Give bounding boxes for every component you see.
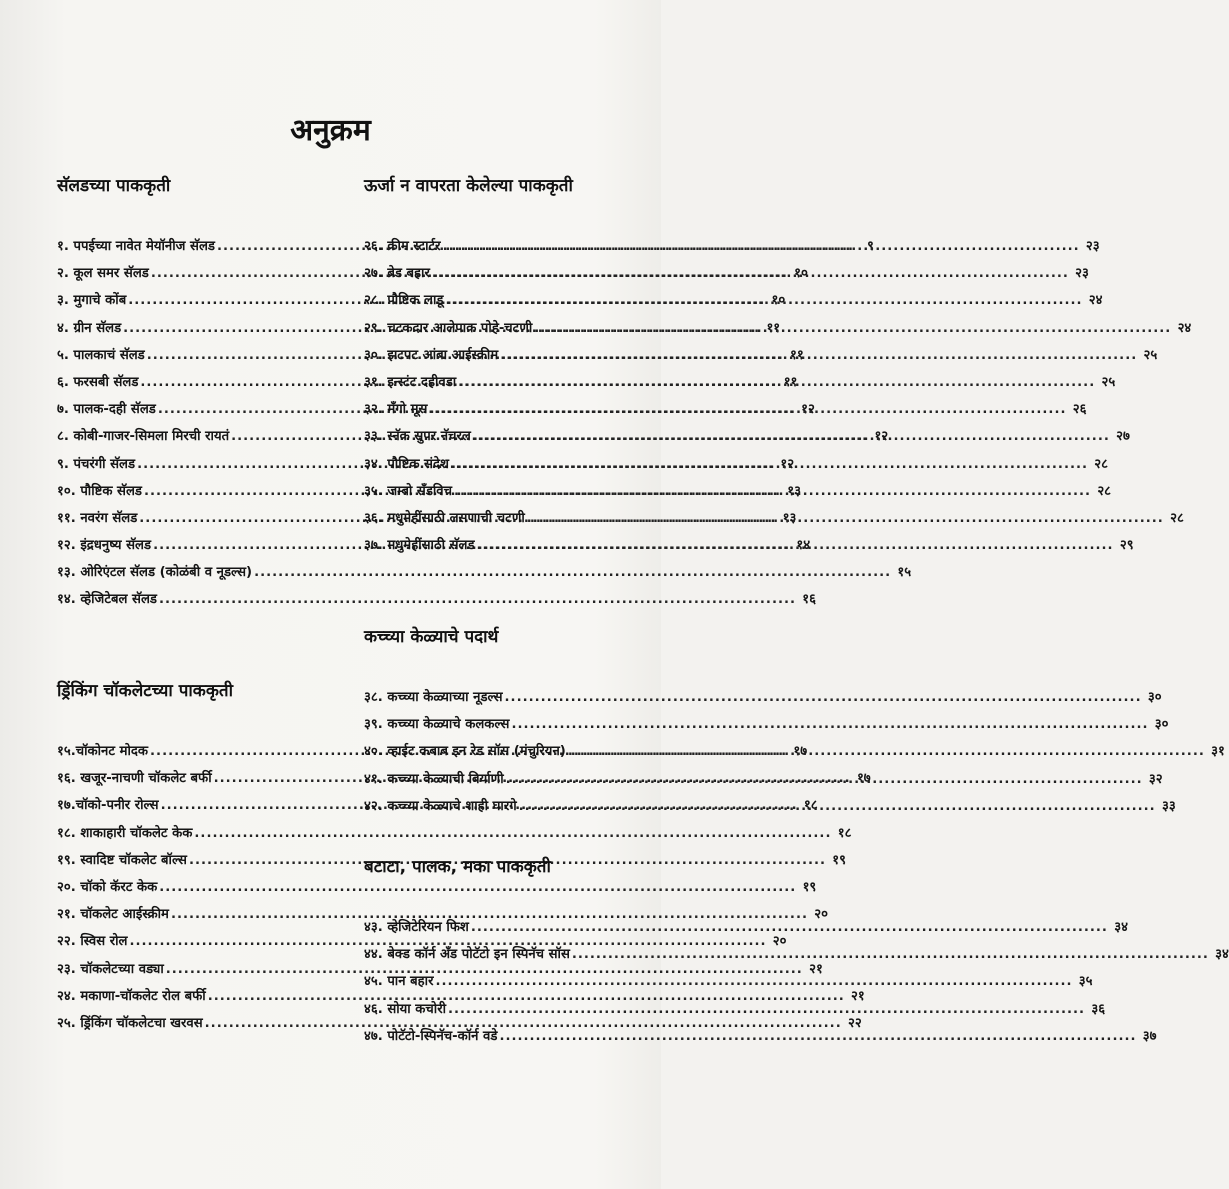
toc-entry-title: २५. ड्रिंकिंग चॉकलेटचा खरवस: [57, 1015, 203, 1031]
dot-leader: [506, 766, 1143, 793]
toc-page-number: ३६: [1091, 1001, 1106, 1017]
toc-entry-title: ३५. जम्बो सँडविच: [364, 483, 453, 499]
toc-entry-title: ४०. व्हाईट कबाब इन रेड सॉस (मंचुरियन): [364, 744, 566, 760]
dot-leader: [435, 968, 1072, 995]
dot-leader: [254, 559, 891, 586]
toc-page-number: १२: [801, 402, 815, 418]
toc-entry-title: ४२. कच्च्या केळ्याचे शाही घारगे: [364, 798, 517, 814]
toc-page-number: ३७: [1142, 1028, 1157, 1044]
toc-page-number: ३०: [1147, 690, 1162, 705]
toc-entry-title: २२. स्विस रोल: [57, 934, 128, 950]
toc-entry-title: ७. पालक-दही सॅलड: [57, 402, 156, 418]
toc-page-number: १३: [787, 483, 802, 499]
toc-entry-title: १०. पौष्टिक सॅलड: [57, 483, 142, 499]
toc-page-number: २२: [847, 1015, 862, 1031]
dot-leader: [194, 820, 831, 847]
toc-entry-title: ३. मुगाचे कोंब: [57, 293, 127, 309]
toc-page-number: २४: [1088, 293, 1103, 309]
toc-page-number: २३: [1085, 239, 1100, 254]
dot-leader: [159, 586, 796, 613]
page-title: अनुक्रम: [290, 113, 371, 148]
dot-leader: [443, 233, 1080, 260]
toc-entry-title: २३. चॉकलेटच्या वड्या: [57, 961, 164, 977]
toc-entry-title: ४३. व्हेजिटेरियन फिश: [364, 920, 469, 935]
toc-page-number: ३०: [1154, 717, 1169, 733]
toc-page-number: ३३: [1161, 798, 1176, 814]
toc-entry-title: २. कूल समर सॅलड: [57, 266, 149, 282]
toc-entry: [364, 711, 1169, 738]
toc-entry-title: ३१. इन्स्टंट दहीवडा: [364, 374, 457, 390]
toc-page-number: १०: [771, 293, 786, 309]
toc-entry-title: १३. ओरिएंटल सॅलड (कोळंबी व नूडल्स): [57, 565, 253, 581]
toc-entry-title: ११. नवरंग सॅलड: [57, 510, 138, 526]
toc-page-number: २१: [851, 988, 865, 1004]
toc-page-number: २५: [1101, 374, 1116, 390]
toc-page-number: ३५: [1078, 974, 1093, 990]
toc-page-number: १२: [874, 429, 889, 445]
toc-page-number: १९: [832, 852, 846, 868]
dot-leader: [471, 914, 1108, 941]
section-heading: बटाटा, पालक, मका पाककृती: [364, 857, 551, 877]
toc-entry-title: २६. क्रीम स्टार्टर: [364, 239, 441, 254]
dot-leader: [505, 684, 1142, 711]
toc-entry-title: २७. ब्रेड बहार: [364, 266, 430, 282]
toc-page-number: १९: [802, 879, 817, 895]
toc-page-number: १३: [782, 510, 797, 526]
toc-page-number: १२: [780, 456, 795, 472]
toc-entry: [364, 233, 1100, 260]
toc-page-number: २३: [1075, 266, 1089, 282]
toc-page-number: ९: [867, 239, 874, 254]
toc-entry: [364, 684, 1162, 711]
toc-entry-title: १९. स्वादिष्ट चॉकलेट बॉल्स: [57, 852, 187, 868]
toc-page-number: २८: [1094, 456, 1108, 472]
dot-leader: [527, 505, 1164, 532]
toc-entry-title: ४१. कच्च्या केळ्याची बिर्याणी: [364, 771, 504, 787]
toc-entry-title: ३२. मँगो मूस: [364, 402, 428, 418]
toc-entry: [57, 820, 852, 847]
toc-entry-title: ३६. मधुमेहींसाठी लसणाची चटणी: [364, 510, 525, 526]
section-heading: सॅलडच्या पाककृती: [57, 176, 171, 196]
toc-entry: [57, 874, 817, 901]
dot-leader: [568, 738, 1205, 765]
toc-page-number: ३४: [1215, 947, 1229, 963]
toc-page-number: १६: [802, 592, 816, 608]
toc-page-number: १४: [796, 538, 811, 554]
dot-leader: [445, 287, 1082, 314]
toc-entry-title: १६. खजूर-नाचणी चॉकलेट बर्फी: [57, 771, 212, 787]
toc-entry-title: २८. पौष्टिक लाडू: [364, 293, 444, 309]
toc-page-number: २०: [772, 934, 787, 950]
toc-page-number: ३२: [1148, 771, 1163, 787]
toc-page-number: २१: [809, 961, 823, 977]
toc-page-number: १७: [856, 771, 871, 787]
toc-page-number: ११: [790, 347, 804, 363]
dot-leader: [500, 342, 1137, 369]
toc-page-number: ३४: [1114, 920, 1128, 935]
toc-entry-title: ३७. मधुमेहींसाठी सॅलड: [364, 538, 475, 554]
toc-entry-title: ४६. सोया कचोरी: [364, 1001, 447, 1017]
toc-entry-title: १८. शाकाहारी चॉकलेट केक: [57, 825, 193, 841]
toc-entry-title: ३८. कच्च्या केळ्याच्या नूडल्स: [364, 690, 503, 705]
toc-entry-title: २०. चॉको कॅरट केक: [57, 879, 158, 895]
toc-entry-title: ९. पंचरंगी सॅलड: [57, 456, 136, 472]
dot-leader: [572, 941, 1209, 968]
toc-entry-title: १२. इंद्रधनुष्य सॅलड: [57, 538, 152, 554]
dot-leader: [432, 260, 1069, 287]
toc-entry-title: ४७. पोटॅटो-स्पिनॅच-कॉर्न वडे: [364, 1028, 498, 1044]
dot-leader: [454, 478, 1091, 505]
toc-page-number: १०: [794, 266, 808, 282]
toc-page-number: २७: [1116, 429, 1130, 445]
toc-entry-title: ४४. बेक्ड कॉर्न अँड पोटॅटो इन स्पिनॅच सॉस: [364, 947, 570, 963]
toc-page-number: १८: [837, 825, 852, 841]
section-heading: ड्रिंकिंग चॉकलेटच्या पाककृती: [57, 681, 233, 701]
toc-entry-title: ३४. पौष्टिक संदेश: [364, 456, 449, 472]
dot-leader: [451, 451, 1088, 478]
toc-page-number: २६: [1072, 402, 1087, 418]
toc-entry-title: २४. मकाणा-चॉकलेट रोल बर्फी: [57, 988, 206, 1004]
toc-entry-title: ८. कोबी-गाजर-सिमला मिरची रायतं: [57, 429, 230, 445]
toc-entry-title: १५.चॉकोनट मोदक: [57, 744, 149, 759]
toc-page-number: १८: [803, 798, 818, 814]
toc-page-number: ३१: [1211, 744, 1225, 760]
dot-leader: [458, 369, 1095, 396]
toc-page-number: २०: [814, 907, 828, 923]
section-heading: कच्च्या केळ्याचे पदार्थ: [364, 627, 499, 647]
dot-leader: [473, 423, 1110, 450]
toc-entry-title: २१. चॉकलेट आईस्क्रीम: [57, 907, 169, 923]
toc-entry-title: ३९. कच्च्या केळ्याचे कलकल्स: [364, 717, 510, 733]
toc-entry-title: १४. व्हेजिटेबल सॅलड: [57, 592, 157, 608]
toc-page-number: २४: [1177, 320, 1192, 336]
toc-entry-title: २९. चटकदार आलेपाक पोहे-चटणी: [364, 320, 533, 336]
toc-entry-title: ४. ग्रीन सॅलड: [57, 320, 122, 336]
toc-page-number: ११: [766, 320, 781, 336]
toc-entry: [57, 586, 816, 613]
toc-entry-title: ६. फरसबी सॅलड: [57, 374, 139, 390]
toc-page-number: ११: [783, 374, 798, 390]
dot-leader: [511, 711, 1148, 738]
dot-leader: [534, 315, 1171, 342]
toc-entry-title: ४५. पान बहार: [364, 974, 434, 990]
toc-page-number: २९: [1119, 538, 1134, 554]
toc-entry: [57, 559, 912, 586]
toc-page-number: २८: [1097, 483, 1112, 499]
toc-page-number: १५: [897, 565, 912, 581]
toc-page-number: २८: [1170, 510, 1184, 526]
dot-leader: [448, 996, 1085, 1023]
toc-entry-title: ३३. स्नॅक सुपर नॅचरल: [364, 429, 471, 445]
toc-page-number: १७: [793, 744, 808, 759]
toc-entry-title: १७.चॉको-पनीर रोल्स: [57, 798, 159, 814]
dot-leader: [477, 532, 1114, 559]
toc-entry-title: १. पपईच्या नावेत मेयॉनीज सॅलड: [57, 239, 215, 254]
toc-page-number: २५: [1143, 347, 1158, 363]
dot-leader: [429, 396, 1066, 423]
dot-leader: [499, 1023, 1136, 1050]
dot-leader: [519, 793, 1156, 820]
toc-entry-title: ५. पालकाचं सॅलड: [57, 347, 145, 363]
section-heading: ऊर्जा न वापरता केलेल्या पाककृती: [364, 176, 573, 196]
toc-entry-title: ३०. झटपट आंबा आईस्क्रीम: [364, 347, 499, 363]
